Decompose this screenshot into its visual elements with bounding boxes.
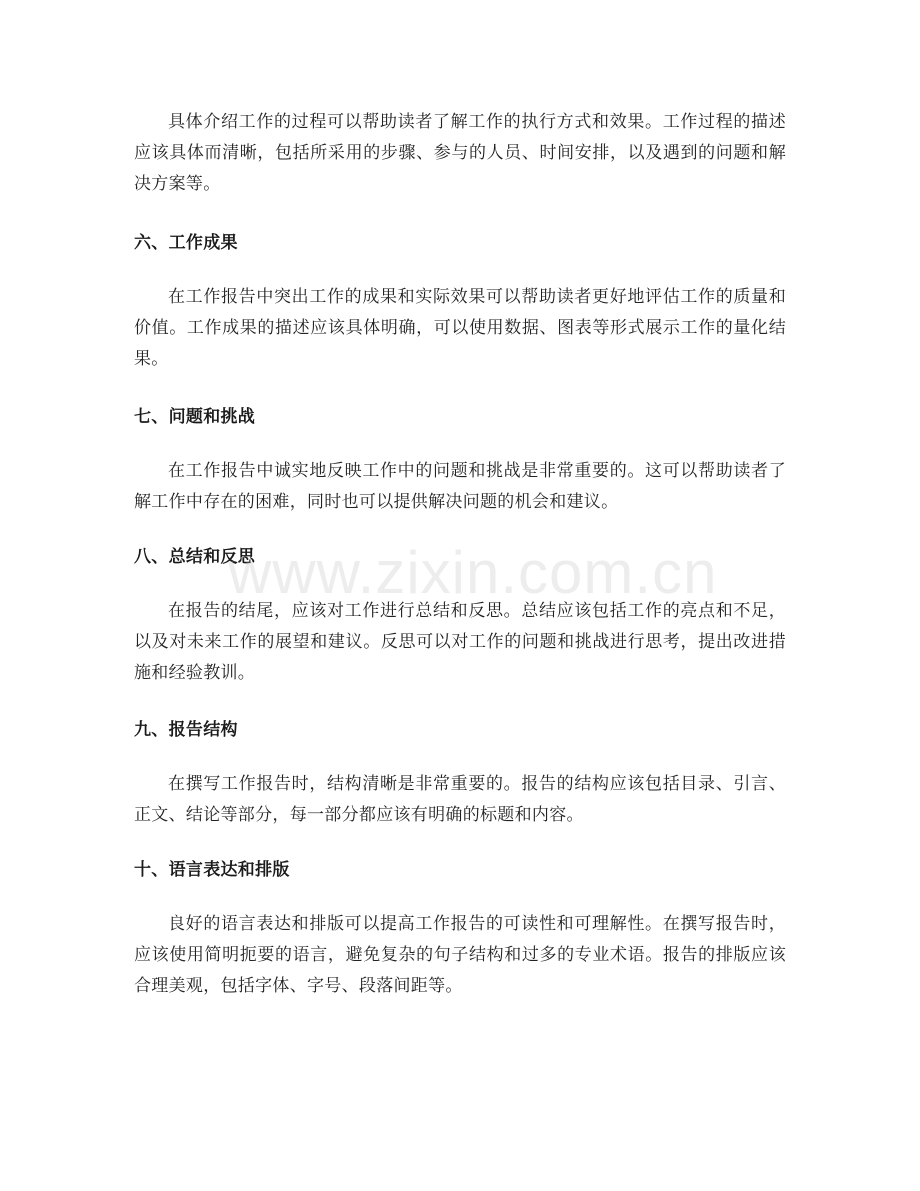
paragraph: 在报告的结尾，应该对工作进行总结和反思。总结应该包括工作的亮点和不足，以及对未来工作的展望和建议。反思可以对工作的问题和挑战进行思考，提出改进措施和经验教训。	[134, 601, 786, 683]
paragraph: 在工作报告中突出工作的成果和实际效果可以帮助读者更好地评估工作的质量和价值。工作成果的描述应该具体明确，可以使用数据、图表等形式展示工作的量化结果。	[134, 287, 786, 369]
section-8-body	[134, 596, 786, 689]
section-7-body	[134, 456, 786, 518]
paragraph: 具体介绍工作的过程可以帮助读者了解工作的执行方式和效果。工作过程的描述应该具体而清晰，包括所采用的步骤、参与的人员、时间安排，以及遇到的问题和解决方案等。	[134, 112, 786, 194]
section-heading-10: 十、语言表达和排版	[134, 860, 290, 880]
section-6-body	[134, 282, 786, 375]
section-10-body	[134, 909, 786, 1002]
section-heading-7: 七、问题和挑战	[134, 407, 256, 427]
section-heading-6: 六、工作成果	[134, 233, 238, 253]
section-heading-9: 九、报告结构	[134, 720, 238, 740]
paragraph: 在工作报告中诚实地反映工作中的问题和挑战是非常重要的。这可以帮助读者了解工作中存在的困难，同时也可以提供解决问题的机会和建议。	[134, 461, 786, 512]
paragraph: 良好的语言表达和排版可以提高工作报告的可读性和可理解性。在撰写报告时，应该使用简明扼要的语言，避免复杂的句子结构和过多的专业术语。报告的排版应该合理美观，包括字体、字号、段落间距等。	[134, 914, 786, 996]
section-5-body	[134, 107, 786, 200]
section-heading-8: 八、总结和反思	[134, 547, 256, 567]
watermark: www.zixin.com.cn	[228, 539, 718, 606]
section-9-body	[134, 769, 786, 831]
paragraph: 在撰写工作报告时，结构清晰是非常重要的。报告的结构应该包括目录、引言、正文、结论等部分，每一部分都应该有明确的标题和内容。	[134, 774, 786, 825]
